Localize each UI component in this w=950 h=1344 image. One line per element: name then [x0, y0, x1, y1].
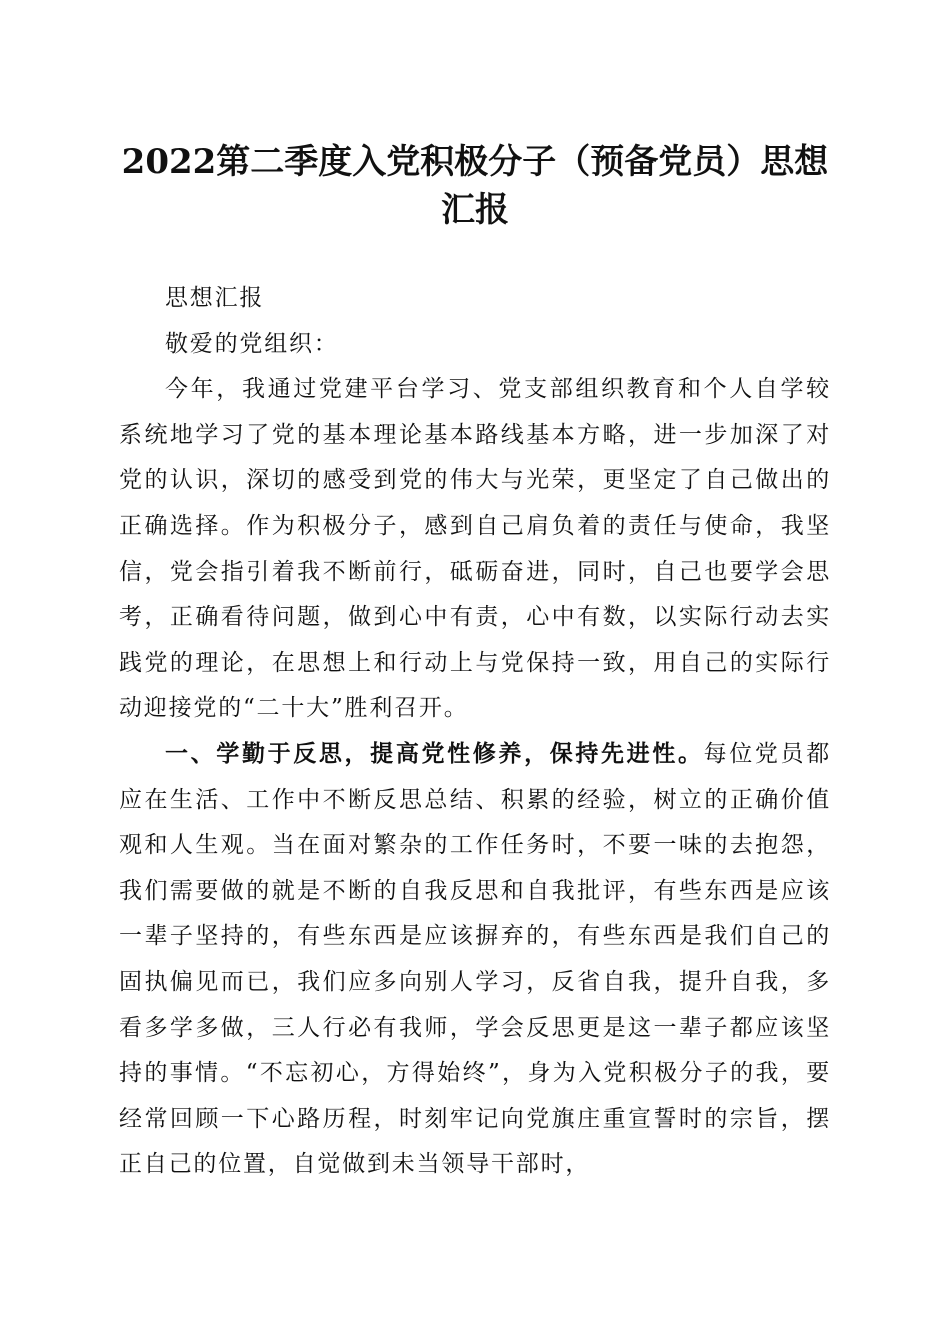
- salutation-recipient: 敬爱的党组织：: [165, 330, 339, 357]
- document-title: 2022第二季度入党积极分子（预备党员）思想汇报: [121, 142, 829, 230]
- document-body: [119, 276, 831, 1188]
- intro-paragraph: 今年，我通过党建平台学习、党支部组织教育和个人自学较系统地学习了党的基本理论基本路线基本方略，进一步加深了对党的认识，深切的感受到党的伟大与光荣，更坚定了自己做出的正确选择。作为积极分子，感到自己肩负着的责任与使命，我坚信，党会指引着我不断前行，砥砺奋进，同时，自己也要学会思考，正确看待问题，做到心中有责，心中有数，以实际行动去实践党的理论，在思想上和行动上与党保持一致，用自己的实际行动迎接党的“二十大”胜利召开。: [119, 376, 831, 722]
- salutation-heading: 思想汇报: [165, 285, 265, 311]
- section-1-heading: 一、学勤于反思，提高党性修养，保持先进性。: [165, 740, 704, 767]
- section-1-paragraph: [119, 732, 831, 1188]
- section-1-text: 每位党员都应在生活、工作中不断反思总结、积累的经验，树立的正确价值观和人生观。当在面对繁杂的工作任务时，不要一味的去抱怨，我们需要做的就是不断的自我反思和自我批评，有些东西是应该一辈子坚持的，有些东西是应该摒弃的，有些东西是我们自己的固执偏见而已，我们应多向别人学习，反省自我，提升自我，多看多学多做，三人行必有我师，学会反思更是这一辈子都应该坚持的事情。“不忘初心，方得始终”，身为入党积极分子的我，要经常回顾一下心路历程，时刻牢记向党旗庄重宣誓时的宗旨，摆正自己的位置，自觉做到未当领导干部时，: [119, 740, 831, 1178]
